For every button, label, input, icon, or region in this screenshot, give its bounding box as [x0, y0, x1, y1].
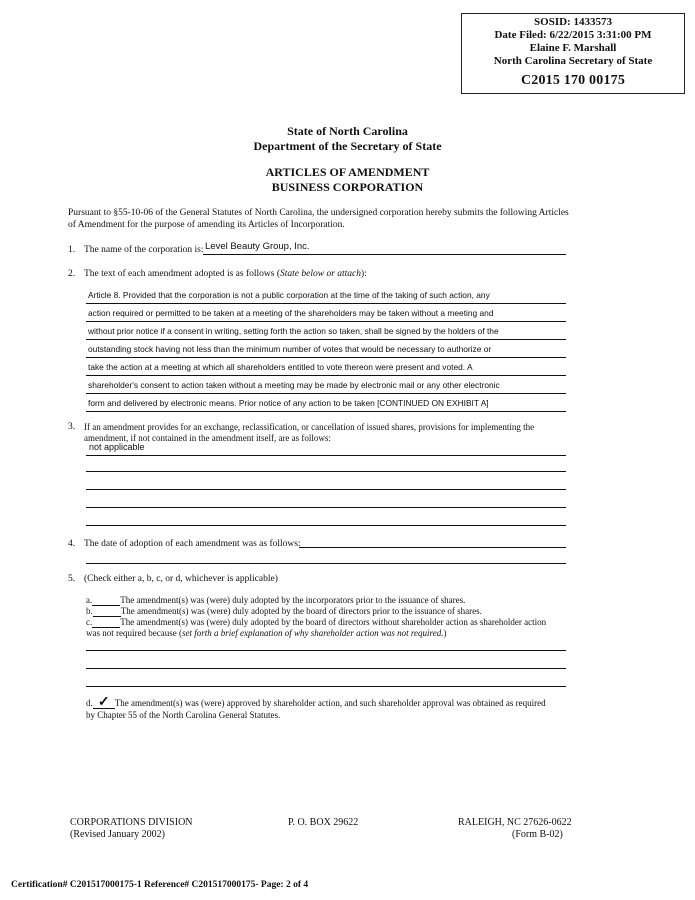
item2-label-italic: State below or attach	[280, 269, 362, 279]
footer-city: RALEIGH, NC 27626-0622	[458, 817, 572, 828]
amendment-text-line: take the action at a meeting at which all shareholders entitled to vote thereon were present and voted. A	[88, 362, 473, 372]
amendment-text-line: shareholder's consent to action taken without a meeting may be made by electronic mail or any other electronic	[88, 380, 500, 390]
item3-rule	[86, 489, 566, 490]
option-c-rule	[86, 650, 566, 651]
option-b-letter: b.	[86, 606, 93, 616]
amendment-rule	[86, 411, 566, 412]
item4-label: The date of adoption of each amendment was as follows:	[84, 539, 301, 549]
option-c-text2: was not required because (	[86, 628, 182, 638]
item4-number: 4.	[68, 539, 76, 549]
item3-text: If an amendment provides for an exchange, reclassification, or cancellation of issued shares, provisions for implementing the	[84, 422, 535, 432]
option-c-end: )	[443, 628, 447, 638]
amendment-text-line: action required or permitted to be taken at a meeting of the shareholders may be taken without a meeting and	[88, 308, 494, 318]
intro-paragraph: Pursuant to §55-10-06 of the General Statutes of North Carolina, the undersigned corporation hereby submits the following Articles of Amendment for the purpose of amending its Articles of Incorporation.	[68, 208, 569, 230]
item2-label	[84, 268, 367, 280]
option-c-rule	[86, 668, 566, 669]
stamp-name: Elaine F. Marshall	[529, 42, 617, 54]
stamp-date-filed: Date Filed: 6/22/2015 3:31:00 PM	[494, 29, 652, 41]
option-b-text: The amendment(s) was (were) duly adopted by the board of directors prior to the issuance of shares.	[120, 606, 482, 616]
amendment-text-line: Article 8. Provided that the corporation is not a public corporation at the time of the taking of such action, any	[88, 290, 490, 300]
amendment-text-line: without prior notice if a consent in writing, setting forth the action so taken, shall be signed by the holders of the	[88, 326, 499, 336]
option-c-text: The amendment(s) was (were) duly adopted by the board of directors without shareholder action as shareholder action	[120, 617, 547, 627]
amendment-text-line: outstanding stock having not less than the minimum number of votes that would be necessary to authorize or	[88, 344, 492, 354]
item5-number: 5.	[68, 574, 76, 584]
item3-rule	[86, 455, 566, 456]
option-a-text: The amendment(s) was (were) duly adopted by the incorporators prior to the issuance of shares.	[120, 595, 466, 605]
option-d-text: The amendment(s) was (were) approved by shareholder action, and such shareholder approval was obtained as required	[114, 698, 546, 708]
item3-rule	[86, 525, 566, 526]
corporation-name-line	[203, 254, 566, 255]
option-d-checkmark[interactable]: ✓	[93, 697, 115, 709]
amendment-rule	[86, 357, 566, 358]
footer-form: (Form B-02)	[512, 829, 563, 840]
item3-value: not applicable	[89, 442, 145, 452]
option-d-letter: d.	[86, 698, 93, 708]
amendment-text-line: form and delivered by electronic means. Prior notice of any action to be taken [CONTINUED ON EXHIBIT A]	[88, 398, 489, 408]
footer-pobox: P. O. BOX 29622	[288, 817, 359, 828]
item5-label: (Check either a, b, c, or d, whichever is applicable)	[84, 574, 278, 584]
item3-text-continued: amendment, if not contained in the amendment itself, are as follows:	[84, 433, 331, 443]
amendment-rule	[86, 339, 566, 340]
stamp-document-number: C2015 170 00175	[520, 73, 626, 88]
item3-rule	[86, 507, 566, 508]
option-a-letter: a.	[86, 595, 93, 605]
option-c-italic: set forth a brief explanation of why shareholder action was not required.	[181, 628, 444, 638]
header-state: State of North Carolina	[287, 124, 408, 138]
amendment-rule	[86, 303, 566, 304]
item2-label-text: The text of each amendment adopted is as follows (	[84, 269, 281, 279]
item1-number: 1.	[68, 245, 76, 255]
stamp-sosid: SOSID: 1433573	[534, 16, 612, 28]
item3-number: 3.	[68, 422, 76, 432]
header-title: ARTICLES OF AMENDMENT	[265, 165, 430, 179]
option-d-text2: by Chapter 55 of the North Carolina General Statutes.	[86, 710, 281, 720]
amendment-rule	[86, 375, 566, 376]
header-department: Department of the Secretary of State	[253, 139, 442, 153]
amendment-rule	[86, 321, 566, 322]
item4-rule	[86, 563, 566, 564]
option-c-continued	[86, 627, 446, 639]
filing-stamp	[461, 13, 685, 94]
stamp-office: North Carolina Secretary of State	[493, 55, 653, 67]
footer-revised: (Revised January 2002)	[70, 829, 165, 840]
amendment-rule	[86, 393, 566, 394]
option-c-letter: c.	[86, 617, 93, 627]
option-c-rule	[86, 686, 566, 687]
item2-label-end: ):	[361, 269, 367, 279]
item1-label: The name of the corporation is:	[84, 245, 204, 255]
corporation-name-value: Level Beauty Group, Inc.	[205, 241, 310, 252]
item2-number: 2.	[68, 269, 76, 279]
certification-line: Certification# C201517000175-1 Reference# C201517000175- Page: 2 of 4	[11, 880, 309, 890]
footer-division: CORPORATIONS DIVISION	[70, 817, 193, 828]
option-d	[86, 697, 546, 709]
adoption-date-line	[299, 547, 566, 548]
item3-rule	[86, 471, 566, 472]
header-subtitle: BUSINESS CORPORATION	[271, 180, 424, 194]
